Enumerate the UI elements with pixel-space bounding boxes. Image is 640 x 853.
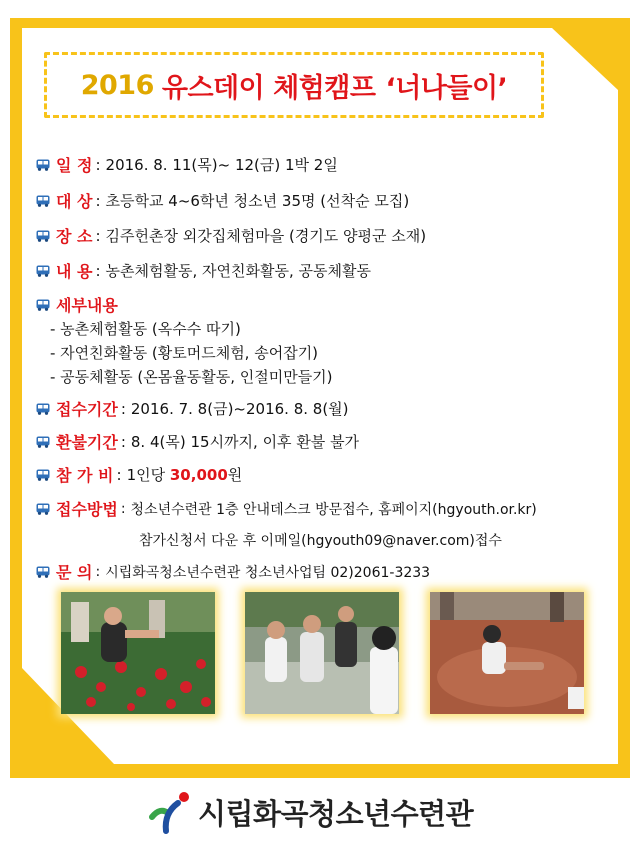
row-registration: 접수기간 : 2016. 7. 8(금)~2016. 8. 8(월) bbox=[36, 397, 349, 420]
label-inquiry: 문 의 bbox=[56, 563, 93, 582]
value-inquiry: 시립화곡청소년수련관 청소년사업팀 02)2061-3233 bbox=[105, 564, 431, 581]
row-inquiry: 문 의 : 시립화곡청소년수련관 청소년사업팀 02)2061-3233 bbox=[36, 560, 430, 583]
bus-icon bbox=[36, 230, 50, 242]
value-fee-amount: 30,000 bbox=[169, 465, 228, 484]
label-refund: 환불기간 bbox=[56, 433, 118, 452]
label-place: 장 소 bbox=[56, 227, 93, 246]
title-year: 2016 bbox=[80, 69, 154, 101]
title-banner bbox=[44, 52, 544, 118]
bus-icon bbox=[36, 469, 50, 481]
bus-icon bbox=[36, 299, 50, 311]
value-method-line1: 청소년수련관 1층 안내데스크 방문접수, 홈페이지(hgyouth.or.kr) bbox=[130, 501, 537, 518]
row-content: 내 용 : 농촌체험활동, 자연친화활동, 공동체활동 bbox=[36, 259, 371, 282]
row-detail bbox=[36, 293, 118, 316]
bus-icon bbox=[36, 195, 50, 207]
value-refund: 8. 4(목) 15시까지, 이후 환불 불가 bbox=[130, 433, 360, 451]
title-main: 유스데이 체험캠프 bbox=[161, 72, 376, 104]
bus-icon bbox=[36, 503, 50, 515]
label-registration: 접수기간 bbox=[56, 400, 118, 419]
bus-icon bbox=[36, 566, 50, 578]
photo-farm-activity bbox=[61, 592, 215, 714]
org-name: 시립화곡청소년수련관 bbox=[198, 796, 474, 831]
row-method: 접수방법 : 청소년수련관 1층 안내데스크 방문접수, 홈페이지(hgyouth.or.kr) bbox=[36, 497, 537, 520]
title-sub: ‘너나들이’ bbox=[385, 72, 508, 104]
row-target: 대 상 : 초등학교 4~6학년 청소년 35명 (선착순 모집) bbox=[36, 189, 409, 212]
value-fee-suffix: 원 bbox=[227, 466, 243, 484]
detail-item: - 자연친화활동 (황토머드체험, 송어잡기) bbox=[50, 344, 319, 362]
label-target: 대 상 bbox=[56, 192, 93, 211]
bus-icon bbox=[36, 403, 50, 415]
photo-stream-activity bbox=[245, 592, 399, 714]
row-refund: 환불기간 : 8. 4(목) 15시까지, 이후 환불 불가 bbox=[36, 430, 359, 453]
row-schedule: 일 정 : 2016. 8. 11(목)~ 12(금) 1박 2일 bbox=[36, 153, 338, 176]
row-place: 장 소 : 김주헌촌장 외갓집체험마을 (경기도 양평군 소재) bbox=[36, 224, 426, 247]
value-registration: 2016. 7. 8(금)~2016. 8. 8(월) bbox=[130, 400, 349, 418]
value-target: 초등학교 4~6학년 청소년 35명 (선착순 모집) bbox=[105, 192, 410, 210]
label-detail: 세부내용 bbox=[56, 296, 118, 315]
detail-item: - 공동체활동 (온몸율동활동, 인절미만들기) bbox=[50, 368, 333, 386]
bus-icon bbox=[36, 265, 50, 277]
label-method: 접수방법 bbox=[56, 500, 118, 519]
value-content: 농촌체험활동, 자연친화활동, 공동체활동 bbox=[105, 262, 371, 280]
photo-mud-activity bbox=[430, 592, 584, 714]
bus-icon bbox=[36, 436, 50, 448]
value-schedule: 2016. 8. 11(목)~ 12(금) 1박 2일 bbox=[105, 156, 338, 174]
label-fee: 참 가 비 bbox=[56, 466, 114, 485]
bus-icon bbox=[36, 159, 50, 171]
value-method-line2: 참가신청서 다운 후 이메일(hgyouth09@naver.com)접수 bbox=[139, 533, 502, 549]
label-content: 내 용 bbox=[56, 262, 93, 281]
org-logo bbox=[148, 788, 473, 836]
value-place: 김주헌촌장 외갓집체험마을 (경기도 양평군 소재) bbox=[105, 227, 427, 245]
detail-item: - 농촌체험활동 (옥수수 따기) bbox=[50, 320, 241, 338]
value-fee-prefix: 1인당 bbox=[126, 466, 170, 484]
org-emblem-icon bbox=[148, 789, 194, 835]
row-fee: 참 가 비 : 1인당 30,000 원 bbox=[36, 463, 242, 486]
label-schedule: 일 정 bbox=[56, 156, 93, 175]
